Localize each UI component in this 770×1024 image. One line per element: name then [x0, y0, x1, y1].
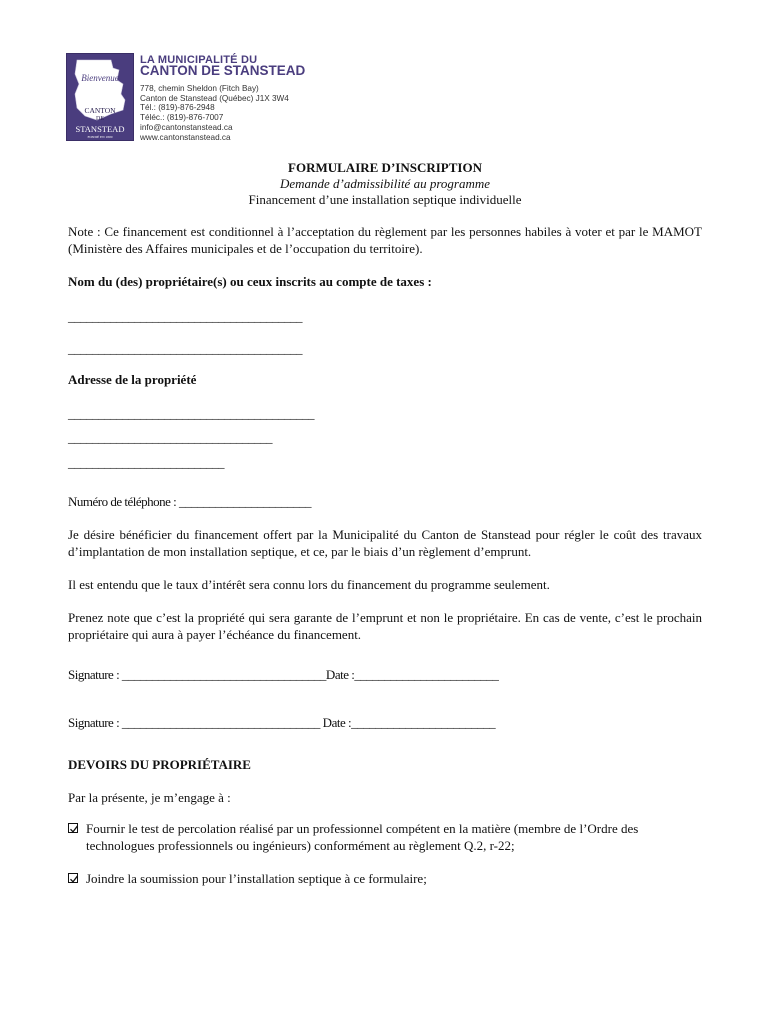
logo-de-text: DE — [96, 116, 104, 122]
owners-label: Nom du (des) propriétaire(s) ou ceux inscrits au compte de taxes : — [68, 274, 432, 289]
signature-date-field-1[interactable]: Signature : __________________________________Date :________________________ — [68, 667, 499, 682]
guarantee-paragraph: Prenez note que c’est la propriété qui sera garante de l’emprunt et non le propriétaire. En cas de vente, c’est le prochain propriétaire qui aura à payer l’échéance du financement. — [68, 610, 702, 642]
logo-stanstead-text: STANSTEAD — [67, 124, 133, 135]
duty-submission-text: Joindre la soumission pour l’installation septique à ce formulaire; — [86, 871, 427, 886]
form-subtitle-2: Financement d’une installation septique individuelle — [248, 192, 522, 207]
owner-name-field-2[interactable]: _______________________________________ — [68, 341, 302, 356]
logo-bienvenue-text: Bienvenue — [81, 73, 119, 83]
note-paragraph: Note : Ce financement est conditionnel à l’acceptation du règlement par les personnes habiles à voter et par le MAMOT (Ministère des Affaires municipales et de l’occupation du territoire). — [68, 224, 702, 256]
logo-founded-text: FONDÉ EN 1800 — [87, 135, 113, 139]
checkbox-checked-icon[interactable] — [68, 873, 78, 883]
form-title: FORMULAIRE D’INSCRIPTION — [288, 160, 482, 175]
interest-paragraph: Il est entendu que le taux d’intérêt sera connu lors du financement du programme seulement. — [68, 577, 550, 592]
org-name-line2: CANTON DE STANSTEAD — [140, 63, 306, 78]
municipality-logo — [66, 53, 134, 141]
duty-item-submission — [68, 871, 702, 888]
fax-number: Téléc.: (819)-876-7007 — [140, 113, 224, 123]
duties-intro: Par la présente, je m’engage à : — [68, 790, 231, 805]
email-address[interactable]: info@cantonstanstead.ca — [140, 122, 233, 132]
address-field-2[interactable]: __________________________________ — [68, 430, 272, 445]
form-subtitle: Demande d’admissibilité au programme — [279, 176, 491, 191]
address-field-3[interactable]: __________________________ — [68, 455, 224, 470]
org-name-line1: LA MUNICIPALITÉ DU — [140, 54, 258, 66]
address-field-1[interactable]: _________________________________________ — [68, 406, 314, 421]
duty-percolation-text: Fournir le test de percolation réalisé par un professionnel compétent en la matière (membre de l’Ordre des technologues professionnels ou ingénieurs) conformément au règlement Q.2, r-22; — [86, 821, 639, 853]
website-link[interactable]: www.cantonstanstead.ca — [140, 132, 231, 142]
phone-field[interactable]: Numéro de téléphone : ______________________ — [68, 494, 312, 509]
address-label: Adresse de la propriété — [68, 372, 197, 387]
phone-number: Tél.: (819)-876-2948 — [140, 103, 215, 113]
duty-item-percolation — [68, 821, 702, 854]
address-line1: 778, chemin Sheldon (Fitch Bay) — [140, 84, 259, 93]
logo-canton-text: CANTON — [84, 106, 116, 115]
duties-heading: DEVOIRS DU PROPRIÉTAIRE — [68, 757, 251, 772]
financing-paragraph: Je désire bénéficier du financement offert par la Municipalité du Canton de Stanstead pour régler le coût des travaux d’implantation de mon installation septique, et ce, par le biais d’un règlement d’emprunt. — [68, 527, 702, 559]
owner-name-field-1[interactable]: _______________________________________ — [68, 309, 302, 324]
address-line2: Canton de Stanstead (Québec) J1X 3W4 — [140, 93, 289, 103]
signature-date-field-2[interactable]: Signature : _________________________________ Date :________________________ — [68, 715, 496, 730]
checkbox-checked-icon[interactable] — [68, 823, 78, 833]
form-title-block — [0, 160, 770, 208]
contact-info — [140, 84, 289, 142]
